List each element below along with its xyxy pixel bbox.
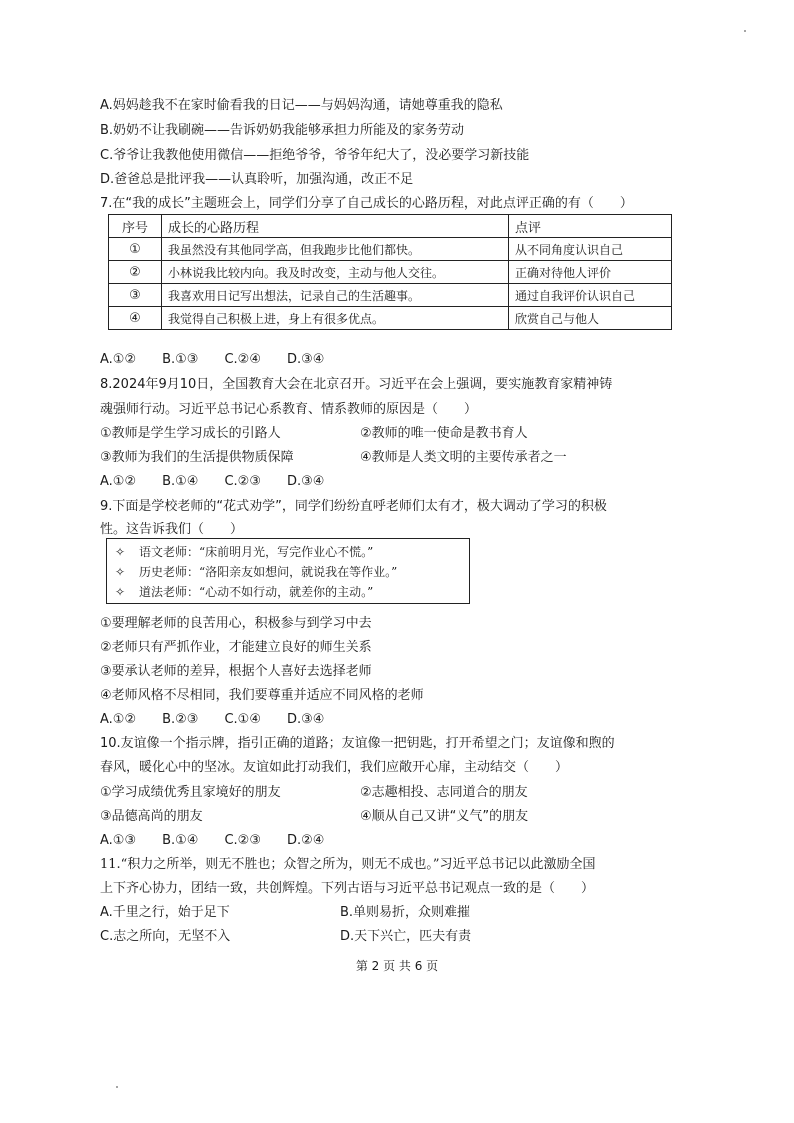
q7-table-row [109, 261, 672, 284]
q10-choice-4: ④顺从自己又讲“义气”的朋友 [360, 809, 529, 824]
q7-row-index: ③ [109, 284, 162, 307]
q7-table-row [109, 307, 672, 330]
q6-option-b: B.奶奶不让我刷碗——告诉奶奶我能够承担力所能及的家务劳动 [100, 123, 465, 138]
q9-quote [115, 583, 373, 600]
scan-speck [116, 1086, 118, 1088]
q11-stem-line-2: 上下齐心协力，团结一致，共创辉煌。下列古语与习近平总书记观点一致的是（ ） [100, 881, 595, 896]
q8-stem-line-2: 魂强师行动。习近平总书记心系教育、情系教师的原因是（ ） [100, 402, 478, 417]
sparkle-icon: ✧ [115, 545, 126, 559]
q9-choice-1: ①要理解老师的良苦用心，积极参与到学习中去 [100, 616, 372, 631]
q10-stem-line-2: 春风，暖化心中的坚冰。友谊如此打动我们，我们应敞开心扉，主动结交（ ） [100, 760, 569, 775]
q11-option-d: D.天下兴亡，匹夫有责 [340, 929, 472, 944]
q9-choice-3: ③要承认老师的差异，根据个人喜好去选择老师 [100, 664, 372, 679]
q10-choice-3: ③品德高尚的朋友 [100, 809, 203, 824]
q9-options: A.①② B.②③ C.①④ D.③④ [100, 712, 325, 727]
q8-choice-3: ③教师为我们的生活提供物质保障 [100, 450, 294, 465]
sparkle-icon: ✧ [115, 585, 126, 599]
q9-choice-2: ②老师只有严抓作业，才能建立良好的师生关系 [100, 640, 372, 655]
scan-speck [744, 30, 746, 32]
q11-option-b: B.单则易折，众则难摧 [340, 905, 471, 920]
q7-header-index: 序号 [109, 215, 162, 238]
q7-options: A.①② B.①③ C.②④ D.③④ [100, 352, 325, 367]
q6-option-a: A.妈妈趁我不在家时偷看我的日记——与妈妈沟通，请她尊重我的隐私 [100, 98, 503, 113]
q7-row-comment: 通过自我评价认识自己 [509, 284, 672, 307]
q7-table-header [109, 215, 672, 238]
q8-choice-2: ②教师的唯一使命是教书育人 [360, 426, 528, 441]
q7-row-index: ④ [109, 307, 162, 330]
q7-row-journey: 小林说我比较内向。我及时改变，主动与他人交往。 [162, 261, 509, 284]
q7-table-row [109, 238, 672, 261]
q7-row-index: ① [109, 238, 162, 261]
q7-row-journey: 我喜欢用日记写出想法，记录自己的生活趣事。 [162, 284, 509, 307]
q10-choice-1: ①学习成绩优秀且家境好的朋友 [100, 785, 281, 800]
sparkle-icon: ✧ [115, 565, 126, 579]
q7-table [108, 214, 672, 330]
q6-option-d: D.爸爸总是批评我——认真聆听，加强沟通，改正不足 [100, 172, 414, 187]
q8-options: A.①② B.①④ C.②③ D.③④ [100, 474, 325, 489]
q11-stem-line-1: 11.“积力之所举，则无不胜也；众智之所为，则无不成也。”习近平总书记以此激励全国 [100, 857, 596, 872]
q7-stem: 7.在“我的成长”主题班会上，同学们分享了自己成长的心路历程，对此点评正确的有（ ） [100, 196, 633, 211]
page-footer: 第 2 页 共 6 页 [355, 959, 439, 973]
q10-stem-line-1: 10.友谊像一个指示牌，指引正确的道路；友谊像一把钥匙，打开希望之门；友谊像和煦的 [100, 736, 615, 751]
q9-quote [115, 563, 397, 580]
q9-quote-text: 语文老师：“床前明月光，写完作业心不慌。” [139, 545, 374, 559]
q11-option-c: C.志之所向，无坚不入 [100, 929, 231, 944]
q9-quote-text: 历史老师：“洛阳亲友如想问，就说我在等作业。” [139, 565, 398, 579]
q10-options: A.①③ B.①④ C.②③ D.②④ [100, 833, 325, 848]
q9-stem-line-1: 9.下面是学校老师的“花式劝学”，同学们纷纷直呼老师们太有才，极大调动了学习的积极 [100, 499, 607, 514]
q6-option-c: C.爷爷让我教他使用微信——拒绝爷爷，爷爷年纪大了，没必要学习新技能 [100, 148, 530, 163]
q11-option-a: A.千里之行，始于足下 [100, 905, 230, 920]
q7-row-comment: 正确对待他人评价 [509, 261, 672, 284]
q8-stem-line-1: 8.2024年9月10日，全国教育大会在北京召开。习近平在会上强调，要实施教育家精神铸 [100, 377, 613, 392]
q9-quote-text: 道法老师：“心动不如行动，就差你的主动。” [139, 585, 374, 599]
q7-row-comment: 从不同角度认识自己 [509, 238, 672, 261]
q10-choice-2: ②志趣相投、志同道合的朋友 [360, 785, 528, 800]
q7-row-index: ② [109, 261, 162, 284]
q9-quote [115, 543, 373, 560]
q7-table-row [109, 284, 672, 307]
q7-row-journey: 我觉得自己积极上进，身上有很多优点。 [162, 307, 509, 330]
q7-header-journey: 成长的心路历程 [162, 215, 509, 238]
q9-stem-line-2: 性。这告诉我们（ ） [100, 522, 244, 537]
q8-choice-4: ④教师是人类文明的主要传承者之一 [360, 450, 567, 465]
q8-choice-1: ①教师是学生学习成长的引路人 [100, 426, 281, 441]
q9-quote-box [106, 538, 470, 604]
q9-choice-4: ④老师风格不尽相同，我们要尊重并适应不同风格的老师 [100, 688, 424, 703]
q7-header-comment: 点评 [509, 215, 672, 238]
q7-row-journey: 我虽然没有其他同学高，但我跑步比他们都快。 [162, 238, 509, 261]
q7-row-comment: 欣赏自己与他人 [509, 307, 672, 330]
